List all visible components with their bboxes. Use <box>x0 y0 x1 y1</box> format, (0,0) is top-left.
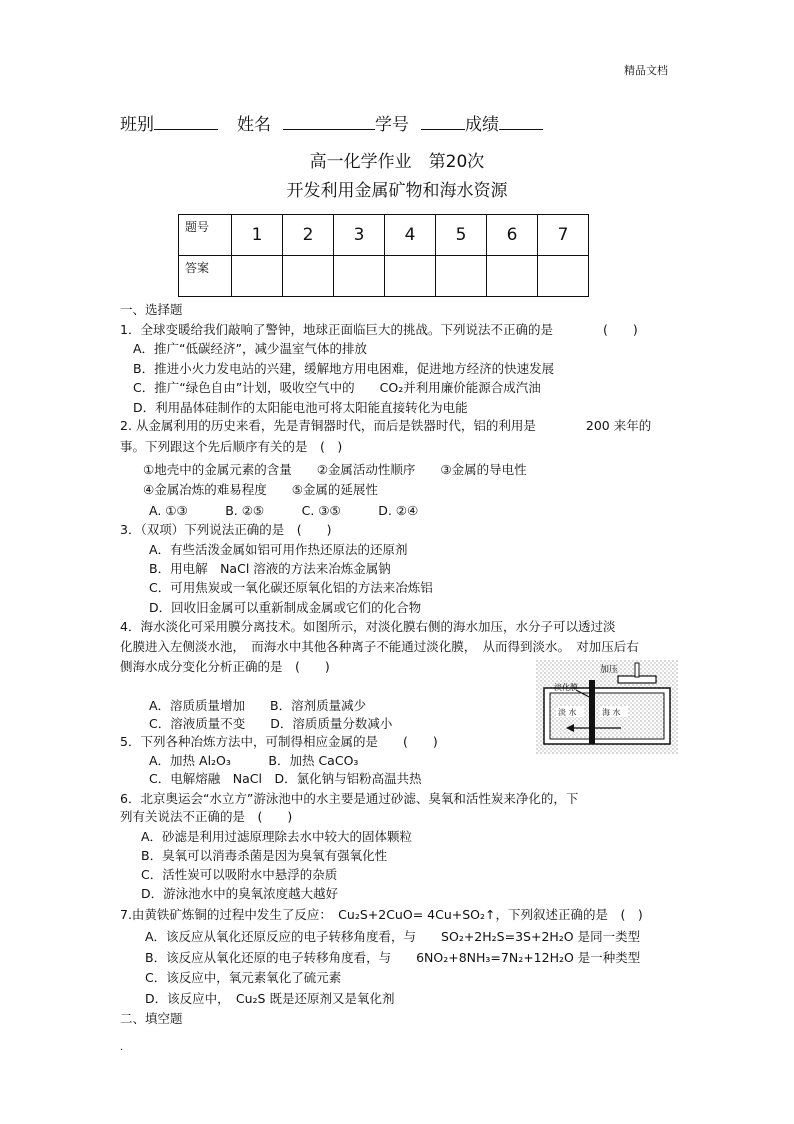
name-label: 姓名 <box>237 115 271 135</box>
option-line: B．臭氧可以消毒杀菌是因为臭氧有强氧化性 <box>141 848 388 863</box>
sea-water-label: 海 水 <box>602 708 621 717</box>
option-line: A. ①③ B. ②⑤ C. ③⑤ D. ②④ <box>149 503 419 518</box>
option-line: C．活性炭可以吸附水中悬浮的杂质 <box>141 867 338 882</box>
question-4-cont: 化膜进入左侧淡水池， 而海水中其他各种离子不能通过淡化膜， 从而得到淡水。 对加压后右 <box>120 639 639 654</box>
answer-table <box>178 214 589 297</box>
membrane-diagram <box>536 660 678 754</box>
option-line: D．游泳池水中的臭氧浓度越大越好 <box>141 886 339 901</box>
option-line: A．该反应从氧化还原反应的电子转移角度看，与 SO₂+2H₂S=3S+2H₂O 是同一类型 <box>145 929 641 944</box>
question-4: 4．海水淡化可采用膜分离技术。如图所示，对淡化膜右侧的海水加压，水分子可以透过淡 <box>120 619 616 634</box>
question-2-cont: 事。下列跟这个先后顺序有关的是 ( ) <box>120 439 343 454</box>
question-number-cell: 3 <box>334 215 385 256</box>
question-6: 6．北京奥运会“水立方”游泳池中的水主要是通过砂滤、臭氧和活性炭来净化的，下 <box>120 791 579 806</box>
page-title: 高一化学作业 第20次 <box>309 152 485 172</box>
fresh-water-label: 淡 水 <box>558 708 577 717</box>
footer-dot: . <box>120 1042 124 1053</box>
answer-cell[interactable] <box>334 256 385 297</box>
question-6-cont: 列有关说法不正确的是 ( ) <box>120 809 293 824</box>
option-line: D．利用晶体硅制作的太阳能电池可将太阳能直接转化为电能 <box>133 400 468 415</box>
question-2: 2. 从金属利用的历史来看，先是青铜器时代，而后是铁器时代，铝的利用是 200 来年的 <box>120 418 652 433</box>
option-line: C．溶液质量不变 D．溶质质量分数减小 <box>149 716 393 731</box>
statement-line: ①地壳中的金属元素的含量 ②金属活动性顺序 ③金属的导电性 <box>143 462 527 477</box>
section-heading-choice: 一、选择题 <box>120 302 183 317</box>
option-line: A．推广“低碳经济”，减少温室气体的排放 <box>133 341 368 356</box>
section-heading-fill: 二、填空题 <box>120 1011 183 1026</box>
question-4-cont: 侧海水成分变化分析正确的是 ( ) <box>120 659 330 674</box>
answer-cell[interactable] <box>232 256 283 297</box>
statement-line: ④金属冶炼的难易程度 ⑤金属的延展性 <box>143 482 378 497</box>
question-7: 7.由黄铁矿炼铜的过程中发生了反应： Cu₂S+2CuO= 4Cu+SO₂↑，下列叙述正确的是 ( ) <box>120 907 643 922</box>
option-line: D．回收旧金属可以重新制成金属或它们的化合物 <box>149 600 422 615</box>
name-blank[interactable] <box>283 115 375 130</box>
pressure-label: 加压 <box>600 665 619 675</box>
option-line: C．电解熔融 NaCl D．氯化钠与铝粉高温共热 <box>149 771 422 786</box>
score-blank[interactable] <box>499 115 543 130</box>
student-id-blank[interactable] <box>421 115 465 130</box>
option-line: B．用电解 NaCl 溶液的方法来冶炼金属钠 <box>149 561 391 576</box>
question-number-cell: 5 <box>436 215 487 256</box>
score-label: 成绩 <box>465 115 499 135</box>
question-number-header: 题号 <box>179 215 232 256</box>
class-blank[interactable] <box>154 115 218 130</box>
option-line: A．砂滤是利用过滤原理除去水中较大的固体颗粒 <box>141 829 413 844</box>
question-number-cell: 1 <box>232 215 283 256</box>
answer-cell[interactable] <box>436 256 487 297</box>
option-line: D．该反应中， Cu₂S 既是还原剂又是氧化剂 <box>145 991 395 1006</box>
option-line: B．该反应从氧化还原的电子转移角度看，与 6NO₂+8NH₃=7N₂+12H₂O 是一种类型 <box>145 950 641 965</box>
question-number-row <box>179 215 589 256</box>
question-1: 1．全球变暖给我们敲响了警钟，地球正面临巨大的挑战。下列说法不正确的是 ( ) <box>120 322 638 337</box>
student-info-line <box>120 110 543 135</box>
answer-cell[interactable] <box>283 256 334 297</box>
option-line: A．溶质质量增加 B．溶剂质量减少 <box>149 698 367 713</box>
answer-cell[interactable] <box>385 256 436 297</box>
question-number-cell: 2 <box>283 215 334 256</box>
page-subtitle: 开发利用金属矿物和海水资源 <box>286 181 508 201</box>
option-line: B．推进小火力发电站的兴建，缓解地方用电困难，促进地方经济的快速发展 <box>133 361 555 376</box>
option-line: A．有些活泼金属如铝可用作热还原法的还原剂 <box>149 542 408 557</box>
answer-header: 答案 <box>179 256 232 297</box>
question-number-cell: 6 <box>487 215 538 256</box>
class-label: 班别 <box>120 115 154 135</box>
question-number-cell: 7 <box>538 215 589 256</box>
option-line: A．加热 Al₂O₃ B．加热 CaCO₃ <box>149 753 359 768</box>
option-line: C．推广“绿色自由”计划，吸收空气中的 CO₂并利用廉价能源合成汽油 <box>133 380 541 395</box>
question-3: 3．（双项）下列说法正确的是 ( ) <box>120 522 332 537</box>
question-5: 5．下列各种冶炼方法中，可制得相应金属的是 ( ) <box>120 734 438 749</box>
corner-label: 精品文档 <box>624 64 668 77</box>
answer-cell[interactable] <box>487 256 538 297</box>
membrane-label: 淡化膜 <box>554 683 578 692</box>
piston-rod <box>635 663 639 677</box>
answer-cell[interactable] <box>538 256 589 297</box>
membrane-bar <box>589 680 595 744</box>
answer-row <box>179 256 589 297</box>
option-line: C．可用焦炭或一氧化碳还原氧化铝的方法来冶炼铝 <box>149 580 433 595</box>
question-number-cell: 4 <box>385 215 436 256</box>
student-id-label: 学号 <box>375 115 409 135</box>
option-line: C．该反应中，氧元素氧化了硫元素 <box>145 970 342 985</box>
